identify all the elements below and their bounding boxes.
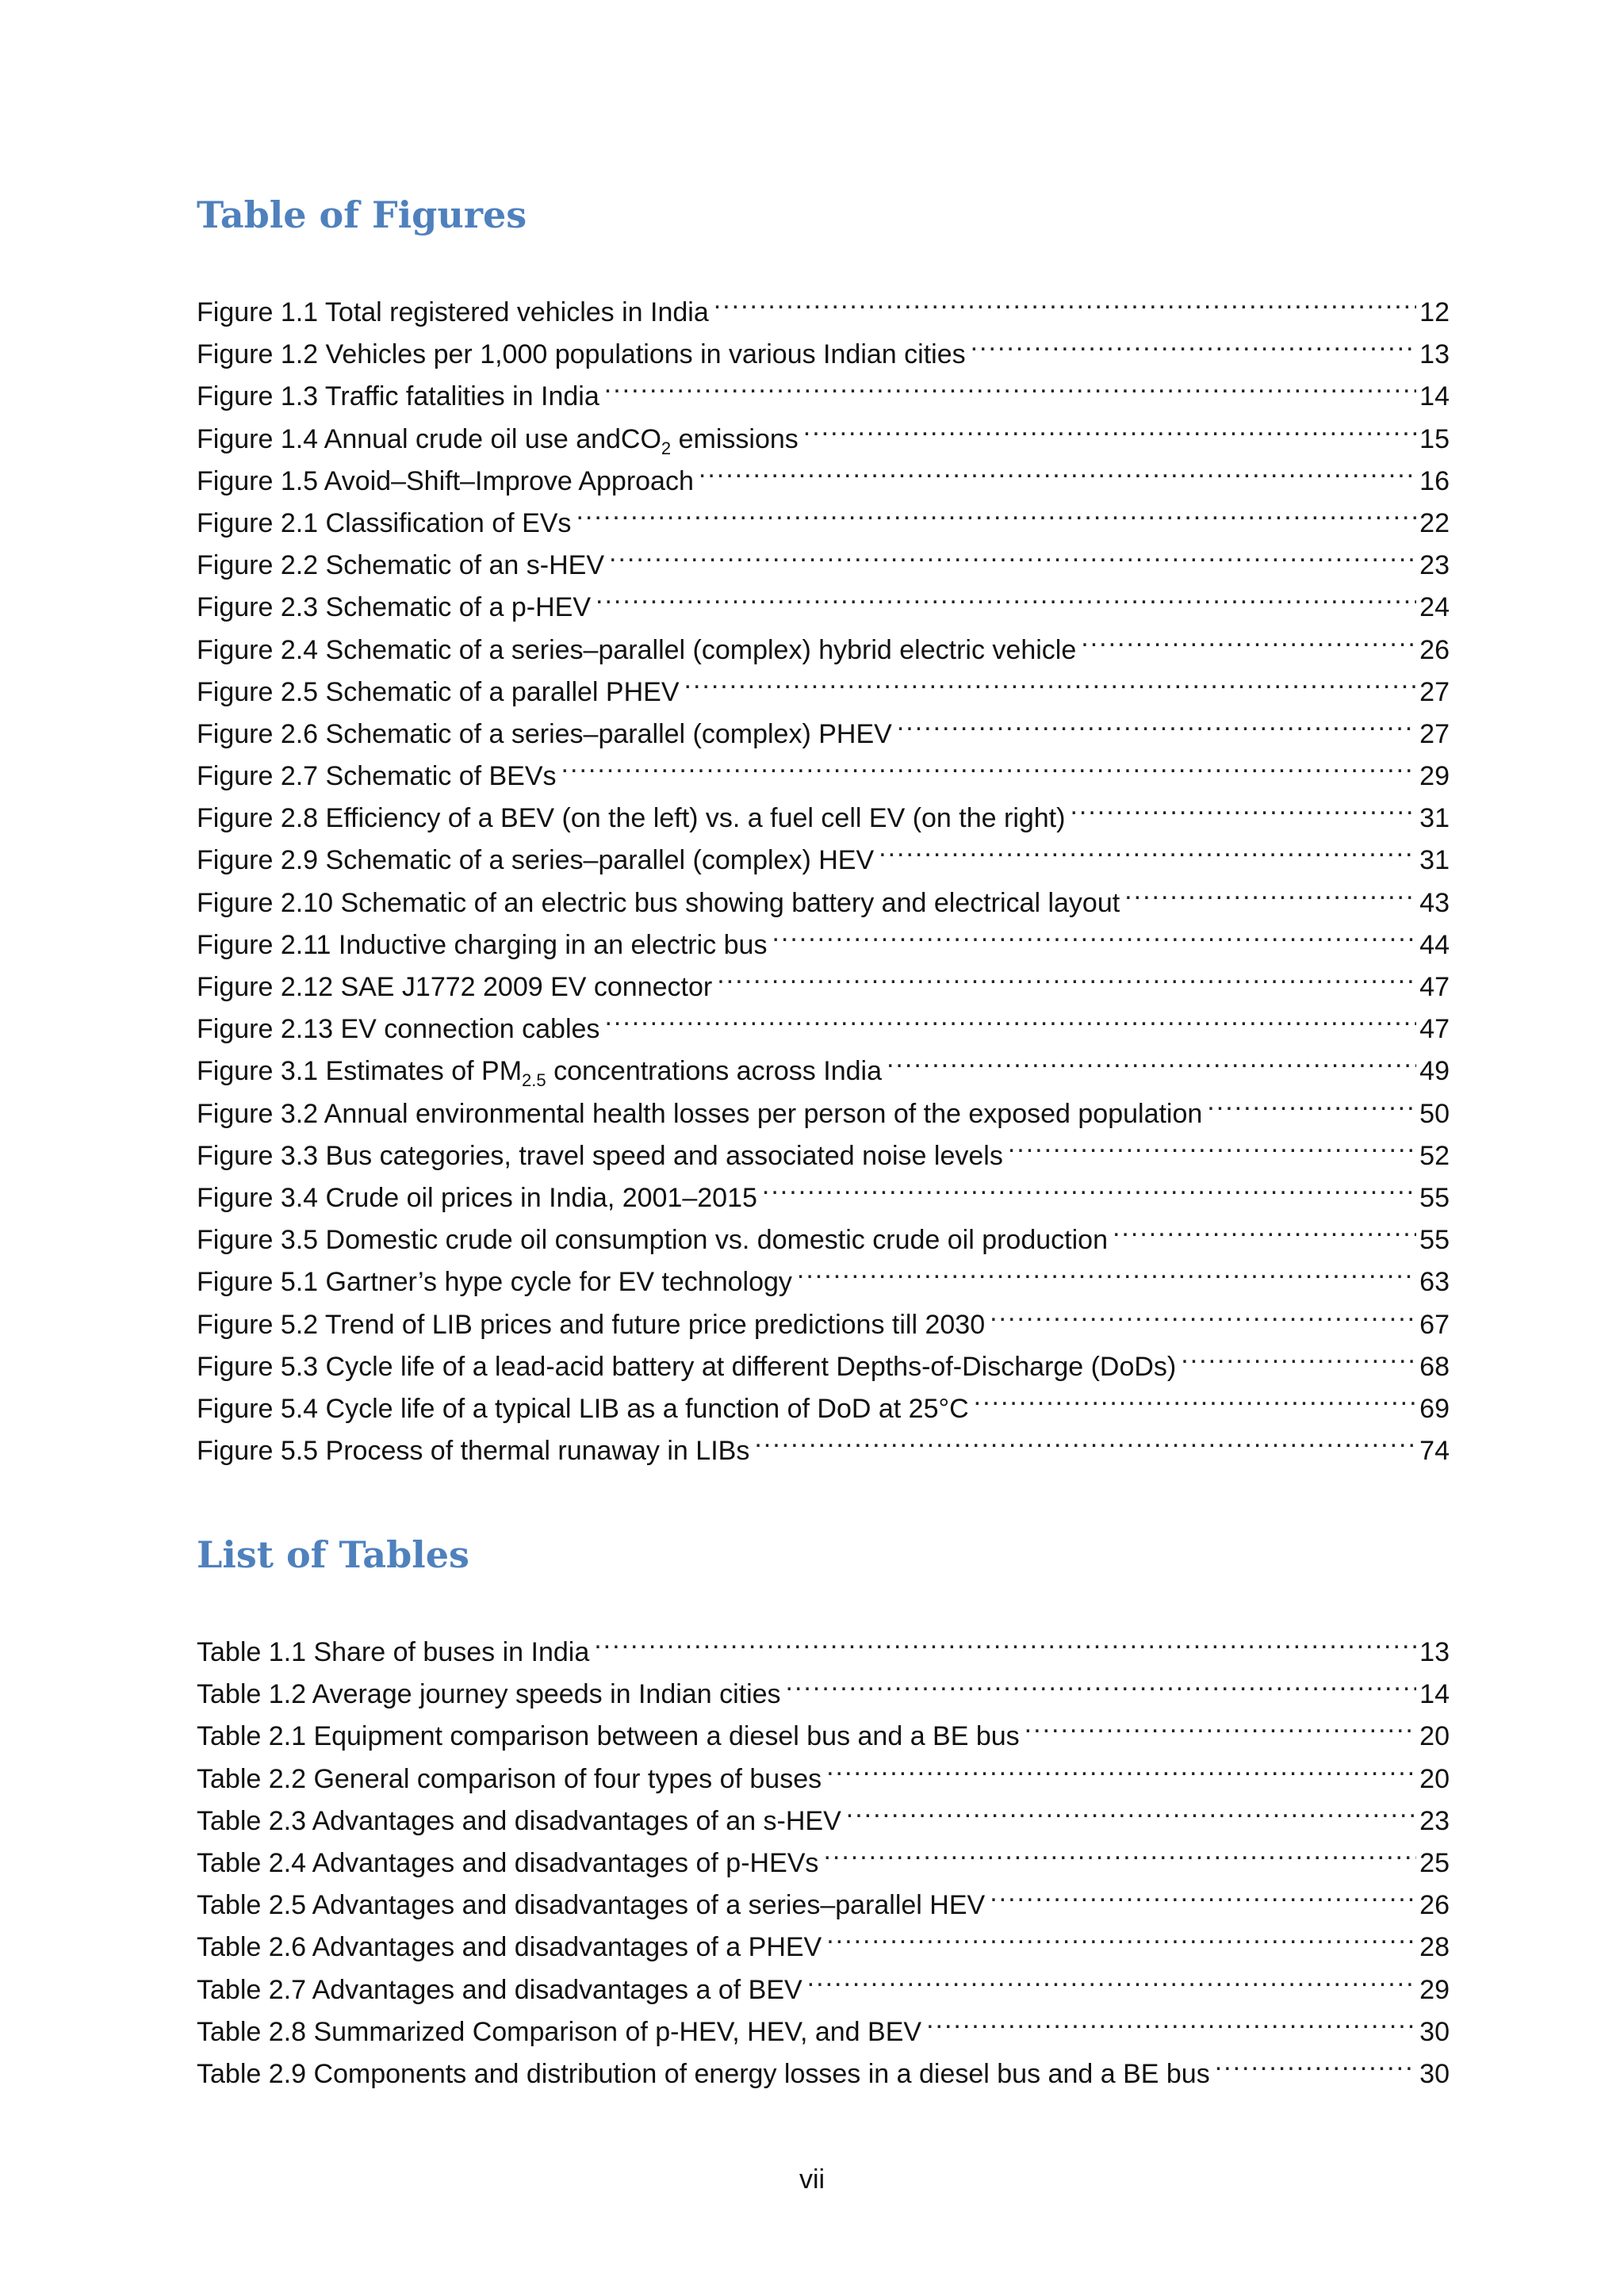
toc-entry-title: Figure 1.3 Traffic fatalities in India — [197, 381, 599, 412]
toc-entry-title: Figure 2.11 Inductive charging in an electric bus — [197, 929, 768, 960]
toc-entry-page-number: 23 — [1416, 545, 1450, 587]
toc-entry-title: Table 2.3 Advantages and disadvantages of an s-HEV — [197, 1805, 841, 1836]
dot-leader — [772, 912, 1416, 954]
toc-entry-page-number: 43 — [1416, 882, 1450, 924]
toc-entry-label — [197, 756, 561, 798]
toc-entry-page-number: 28 — [1416, 1927, 1450, 1969]
toc-entry-page-number: 52 — [1416, 1135, 1450, 1177]
toc-entry-title: Figure 3.4 Crude oil prices in India, 2001–2015 — [197, 1182, 757, 1213]
toc-entry-title: Table 2.8 Summarized Comparison of p-HEV, HEV, and BEV — [197, 2016, 922, 2047]
toc-entry-title: Figure 3.3 Bus categories, travel speed and associated noise levels — [197, 1140, 1003, 1171]
dot-leader — [762, 1165, 1416, 1207]
toc-entry-title: Figure 1.2 Vehicles per 1,000 populations in various Indian cities — [197, 339, 966, 370]
toc-entry-label — [197, 1304, 990, 1346]
toc-entry-title: Figure 2.2 Schematic of an s-HEV — [197, 550, 605, 581]
dot-leader — [826, 1914, 1416, 1956]
toc-entry-title: Figure 1.1 Total registered vehicles in India — [197, 297, 709, 327]
toc-entry-label — [197, 2011, 926, 2053]
toc-entry-title: Figure 2.6 Schematic of a series–parallel (complex) PHEV — [197, 718, 892, 749]
toc-entry-page-number: 13 — [1416, 334, 1450, 376]
toc-entry-page-number: 27 — [1416, 714, 1450, 756]
dot-leader — [990, 1292, 1416, 1334]
toc-entry-page-number: 31 — [1416, 840, 1450, 882]
toc-entry-title: Table 2.5 Advantages and disadvantages of a series–parallel HEV — [197, 1890, 986, 1921]
toc-entry-label — [197, 545, 609, 587]
toc-entry-page-number: 47 — [1416, 1008, 1450, 1050]
toc-entry-page-number: 55 — [1416, 1219, 1450, 1261]
toc-entry-label — [197, 1843, 823, 1885]
dot-leader — [1113, 1207, 1416, 1249]
toc-entry-title: Figure 3.1 Estimates of PM — [197, 1056, 523, 1087]
toc-entry-page-number: 24 — [1416, 587, 1450, 629]
dot-leader — [1081, 617, 1416, 659]
dot-leader — [1207, 1081, 1416, 1123]
dot-leader — [684, 659, 1417, 701]
dot-leader — [971, 321, 1417, 363]
toc-entry-title: Figure 2.4 Schematic of a series–parallel (complex) hybrid electric vehicle — [197, 634, 1077, 665]
toc-entry-subscript: 2.5 — [522, 1070, 546, 1091]
dot-leader — [596, 574, 1416, 616]
toc-entry-title: Table 2.9 Components and distribution of energy losses in a diesel bus and a BE bus — [197, 2058, 1210, 2089]
toc-entry-label — [197, 1632, 594, 1674]
page-number: vii — [799, 2164, 825, 2195]
dot-leader — [974, 1376, 1417, 1418]
dot-leader — [879, 827, 1416, 869]
toc-entry-title: Figure 2.1 Classification of EVs — [197, 507, 572, 538]
dot-leader — [717, 954, 1416, 996]
dot-leader — [594, 1619, 1416, 1661]
toc-entry-page-number: 67 — [1416, 1304, 1450, 1346]
dot-leader — [807, 1957, 1417, 1999]
toc-entry-title: Table 2.2 General comparison of four types of buses — [197, 1763, 822, 1794]
dot-leader — [786, 1661, 1417, 1703]
dot-leader — [887, 1038, 1416, 1080]
dot-leader — [561, 743, 1417, 785]
toc-entry-label — [197, 1050, 887, 1093]
toc-entry-title: Figure 1.4 Annual crude oil use andCO — [197, 423, 661, 454]
toc-entry-label — [197, 1008, 604, 1050]
figure-entry[interactable] — [197, 279, 1450, 327]
toc-entry-page-number: 68 — [1416, 1346, 1450, 1388]
toc-entry-page-number: 13 — [1416, 1632, 1450, 1674]
toc-entry-label — [197, 2053, 1215, 2095]
toc-entry-label — [197, 924, 772, 966]
toc-entry-page-number: 30 — [1416, 2053, 1450, 2095]
toc-entry-title: Figure 5.5 Process of thermal runaway in LIBs — [197, 1436, 750, 1467]
toc-entry-page-number: 50 — [1416, 1093, 1450, 1135]
toc-entry-label — [197, 1430, 754, 1472]
toc-entry-page-number: 44 — [1416, 924, 1450, 966]
toc-entry-label — [197, 1261, 797, 1303]
toc-entry-title: Figure 2.9 Schematic of a series–parallel (complex) HEV — [197, 845, 875, 876]
list-of-tables-heading: List of Tables — [197, 1533, 469, 1576]
toc-entry-label — [197, 1674, 786, 1716]
dot-leader — [990, 1872, 1416, 1914]
dot-leader — [604, 363, 1416, 405]
toc-entry-page-number: 55 — [1416, 1177, 1450, 1219]
toc-entry-title: Table 2.7 Advantages and disadvantages a of BEV — [197, 1974, 802, 2005]
toc-entry-page-number: 31 — [1416, 798, 1450, 840]
dot-leader — [576, 490, 1416, 532]
toc-entry-page-number: 14 — [1416, 1674, 1450, 1716]
toc-entry-title: Figure 1.5 Avoid–Shift–Improve Approach — [197, 465, 694, 496]
dot-leader — [609, 532, 1416, 574]
toc-entry-title: Table 2.1 Equipment comparison between a diesel bus and a BE bus — [197, 1721, 1020, 1752]
table-entry[interactable] — [197, 1619, 1450, 1667]
toc-entry-title: Table 2.6 Advantages and disadvantages of a PHEV — [197, 1932, 822, 1963]
dot-leader — [826, 1746, 1416, 1788]
toc-entry-page-number: 30 — [1416, 2011, 1450, 2053]
toc-entry-title: Table 1.1 Share of buses in India — [197, 1637, 590, 1667]
toc-entry-title: Figure 2.10 Schematic of an electric bus showing battery and electrical layout — [197, 887, 1120, 918]
tables-list — [197, 1619, 1450, 2089]
toc-entry-label — [197, 840, 879, 882]
toc-entry-page-number: 20 — [1416, 1758, 1450, 1800]
toc-entry-page-number: 49 — [1416, 1050, 1450, 1093]
dot-leader — [846, 1788, 1416, 1830]
toc-entry-page-number: 27 — [1416, 672, 1450, 714]
toc-entry-page-number: 26 — [1416, 629, 1450, 672]
toc-entry-subscript: 2 — [661, 438, 672, 458]
toc-entry-page-number: 20 — [1416, 1716, 1450, 1758]
dot-leader — [1025, 1703, 1417, 1745]
toc-entry-title: Figure 5.3 Cycle life of a lead-acid battery at different Depths-of-Discharge (DoDs) — [197, 1351, 1177, 1382]
toc-entry-label — [197, 1969, 807, 2011]
toc-entry-title: Figure 2.3 Schematic of a p-HEV — [197, 592, 592, 623]
dot-leader — [1008, 1123, 1416, 1165]
toc-entry-label — [197, 376, 604, 418]
toc-entry-title: Figure 2.13 EV connection cables — [197, 1014, 600, 1045]
dot-leader — [714, 279, 1416, 321]
toc-entry-label — [197, 1758, 826, 1800]
dot-leader — [1070, 785, 1416, 827]
toc-entry-title: Figure 2.12 SAE J1772 2009 EV connector — [197, 972, 713, 1002]
toc-entry-title-suffix: emissions — [671, 423, 799, 454]
toc-entry-page-number: 12 — [1416, 292, 1450, 334]
dot-leader — [926, 1999, 1416, 2041]
dot-leader — [1181, 1334, 1416, 1376]
dot-leader — [897, 701, 1416, 743]
dot-leader — [699, 448, 1416, 490]
toc-entry-page-number: 74 — [1416, 1430, 1450, 1472]
toc-entry-title: Table 1.2 Average journey speeds in Indian cities — [197, 1679, 781, 1710]
toc-entry-label — [197, 503, 576, 545]
dot-leader — [803, 406, 1416, 448]
toc-entry-page-number: 63 — [1416, 1261, 1450, 1303]
toc-entry-page-number: 29 — [1416, 1969, 1450, 2011]
toc-entry-label — [197, 292, 714, 334]
toc-entry-page-number: 25 — [1416, 1843, 1450, 1885]
toc-entry-page-number: 26 — [1416, 1885, 1450, 1927]
toc-entry-label — [197, 1927, 826, 1969]
toc-entry-label — [197, 672, 684, 714]
table-of-figures-heading: Table of Figures — [197, 193, 527, 236]
toc-entry-page-number: 16 — [1416, 461, 1450, 503]
toc-entry-title: Figure 3.5 Domestic crude oil consumption vs. domestic crude oil production — [197, 1225, 1108, 1256]
toc-entry-page-number: 29 — [1416, 756, 1450, 798]
toc-entry-title: Figure 2.7 Schematic of BEVs — [197, 761, 557, 792]
toc-entry-title: Table 2.4 Advantages and disadvantages of p-HEVs — [197, 1847, 819, 1878]
dot-leader — [823, 1830, 1416, 1872]
toc-entry-title: Figure 5.4 Cycle life of a typical LIB as a function of DoD at 25°C — [197, 1393, 969, 1424]
dot-leader — [1215, 2041, 1416, 2083]
figures-list — [197, 279, 1450, 1467]
toc-entry-title-suffix: concentrations across India — [546, 1056, 882, 1087]
dot-leader — [797, 1249, 1416, 1291]
toc-entry-title: Figure 3.2 Annual environmental health losses per person of the exposed population — [197, 1098, 1203, 1129]
toc-entry-page-number: 69 — [1416, 1388, 1450, 1430]
dot-leader — [1124, 870, 1416, 912]
toc-entry-title: Figure 2.5 Schematic of a parallel PHEV — [197, 676, 680, 707]
dot-leader — [754, 1418, 1416, 1460]
toc-entry-title: Figure 5.2 Trend of LIB prices and future price predictions till 2030 — [197, 1309, 986, 1340]
dot-leader — [604, 996, 1416, 1038]
toc-entry-label — [197, 1177, 762, 1219]
toc-entry-page-number: 47 — [1416, 966, 1450, 1008]
toc-entry-title: Figure 5.1 Gartner’s hype cycle for EV technology — [197, 1267, 792, 1298]
toc-entry-page-number: 23 — [1416, 1800, 1450, 1843]
toc-entry-page-number: 14 — [1416, 376, 1450, 418]
toc-entry-title: Figure 2.8 Efficiency of a BEV (on the left) vs. a fuel cell EV (on the right) — [197, 803, 1066, 834]
toc-entry-page-number: 22 — [1416, 503, 1450, 545]
toc-entry-label — [197, 1800, 846, 1843]
toc-entry-page-number: 15 — [1416, 419, 1450, 461]
toc-entry-label — [197, 587, 596, 629]
